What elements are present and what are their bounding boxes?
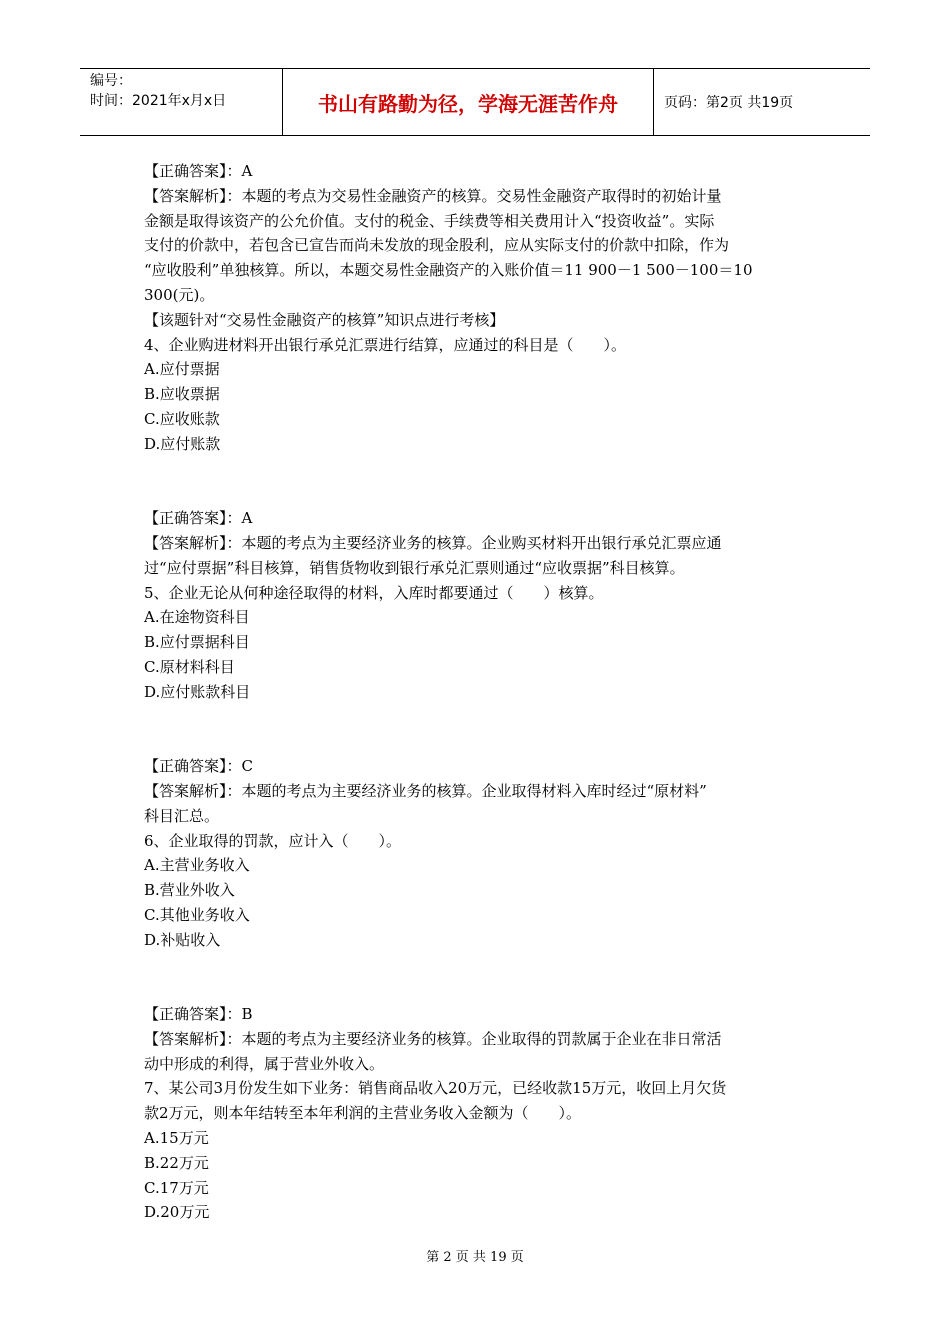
text-line: C.原材料科目 [144, 657, 235, 676]
text-line: 款2万元，则本年结转至本年利润的主营业务收入金额为（ ）。 [144, 1104, 582, 1123]
text-line: B.应付票据科目 [144, 633, 250, 652]
header-motto: 书山有路勤为径，学海无涯苦作舟 [282, 69, 654, 135]
text-line: B.应收票据 [144, 385, 220, 404]
text-line: “应收股利”单独核算。所以，本题交易性金融资产的入账价值＝11 900－1 500－100＝10 [144, 261, 753, 280]
text-line: 【答案解析】：本题的考点为主要经济业务的核算。企业取得的罚款属于企业在非日常活 [144, 1029, 722, 1048]
text-line: 【答案解析】：本题的考点为交易性金融资产的核算。交易性金融资产取得时的初始计量 [144, 186, 722, 205]
text-line: D.补贴收入 [144, 930, 221, 949]
text-line: 支付的价款中，若包含已宣告而尚未发放的现金股利，应从实际支付的价款中扣除，作为 [144, 236, 730, 255]
text-line: 6、企业取得的罚款，应计入（ ）。 [144, 831, 402, 850]
text-line: C.17万元 [144, 1178, 209, 1197]
document-time-label: 时间：2021年x月x日 [90, 93, 227, 109]
text-line: D.20万元 [144, 1203, 210, 1222]
section-gap [144, 457, 814, 507]
text-line: 【正确答案】：A [144, 162, 253, 180]
text-line: 5、企业无论从何种途径取得的材料，入库时都要通过（ ）核算。 [144, 583, 604, 602]
section-gap [144, 953, 814, 1003]
text-line: 【该题针对“交易性金融资产的核算”知识点进行考核】 [144, 310, 505, 329]
page-footer: 第 2 页 共 19 页 [426, 1250, 524, 1265]
document-body [144, 159, 814, 1225]
text-line: A.应付票据 [144, 360, 220, 379]
document-number-label: 编号： [90, 73, 132, 89]
text-line: 【正确答案】：C [144, 757, 253, 776]
text-line: 【答案解析】：本题的考点为主要经济业务的核算。企业取得材料入库时经过“原材料” [144, 781, 707, 800]
text-line: D.应付账款 [144, 434, 221, 453]
text-line: B.22万元 [144, 1153, 209, 1172]
header-page-info: 页码：第2页 共19页 [664, 95, 794, 111]
text-line: 【正确答案】：A [144, 509, 253, 528]
text-line: 【正确答案】：B [144, 1005, 253, 1024]
text-line: A.主营业务收入 [144, 856, 250, 875]
text-line: D.应付账款科目 [144, 682, 251, 701]
text-line: B.营业外收入 [144, 881, 235, 900]
section-gap [144, 705, 814, 755]
text-line: A.15万元 [144, 1129, 209, 1148]
text-line: 过“应付票据”科目核算，销售货物收到银行承兑汇票则通过“应收票据”科目核算。 [144, 558, 685, 577]
text-line: 4、企业购进材料开出银行承兑汇票进行结算，应通过的科目是（ ）。 [144, 335, 627, 354]
text-line: A.在途物资科目 [144, 608, 250, 627]
text-line: 7、某公司3月份发生如下业务：销售商品收入20万元，已经收款15万元，收回上月欠货 [144, 1079, 727, 1098]
text-line: 金额是取得该资产的公允价值。支付的税金、手续费等相关费用计入“投资收益”。实际 [144, 211, 715, 230]
text-line: 科目汇总。 [144, 806, 220, 825]
header-meta [80, 69, 282, 135]
text-line: 【答案解析】：本题的考点为主要经济业务的核算。企业购买材料开出银行承兑汇票应通 [144, 533, 722, 552]
text-line: C.应收账款 [144, 409, 220, 428]
text-line: 300(元)。 [144, 285, 215, 304]
text-line: C.其他业务收入 [144, 905, 250, 924]
text-line: 动中形成的利得，属于营业外收入。 [144, 1054, 385, 1073]
page-header [80, 68, 870, 136]
